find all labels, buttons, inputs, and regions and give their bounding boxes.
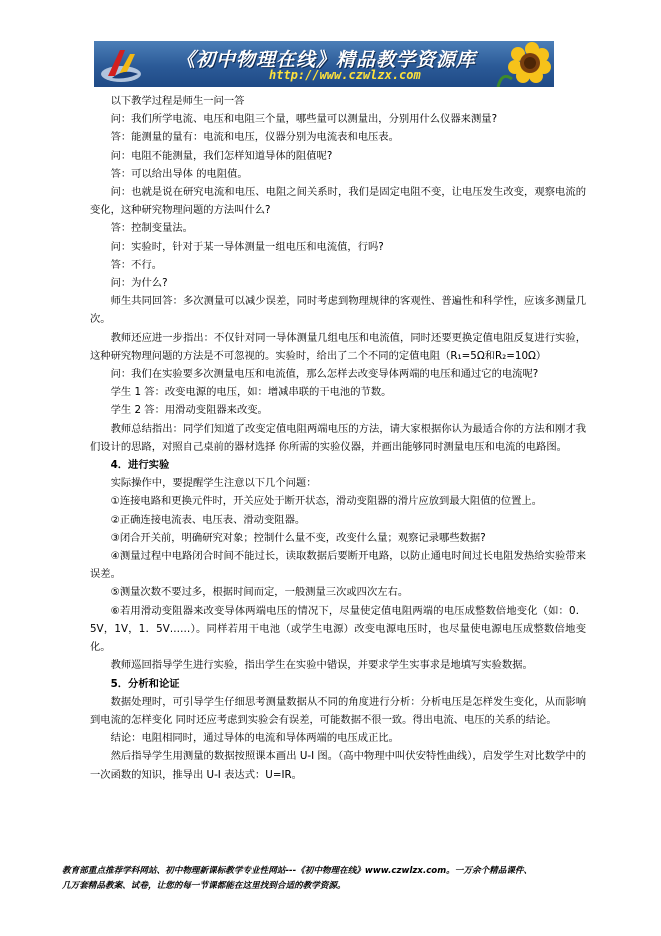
site-logo [98, 44, 144, 84]
sunflower-icon [492, 41, 554, 87]
paragraph: ⑤测量次数不要过多，根据时间而定，一般测量三次或四次左右。 [110, 586, 409, 599]
paragraph: 答：控制变量法。 [110, 222, 193, 235]
paragraph: 问：我们在实验要多次测量电压和电流值，那么怎样去改变导体两端的电压和通过它的电流呢? [110, 368, 539, 381]
paragraph: 结论：电阻相同时，通过导体的电流和导体两端的电压成正比。 [110, 732, 399, 745]
paragraph: 然后指导学生用测量的数据按照课本画出 U-I 图。（高中物理中叫伏安特性曲线），启发学生对比数学中的一次函数的知识，推导出 U-I 表达式：U=IR。 [90, 750, 586, 781]
footer-line: 几万套精品教案、试卷，让您的每一节课都能在这里找到合适的教学资源。 [62, 881, 346, 891]
banner-title: 《初中物理在线》精品教学资源库 [176, 49, 477, 71]
paragraph: 问：为什么? [110, 277, 168, 290]
section-heading: 5．分析和论证 [110, 677, 180, 690]
paragraph: 以下教学过程是师生一问一答 [110, 95, 245, 107]
page-footer [62, 864, 602, 894]
paragraph: 师生共同回答：多次测量可以减少误差，同时考虑到物理规律的客观性、普遍性和科学性，应该多测量几次。 [90, 295, 586, 326]
paragraph: 教师总结指出：同学们知道了改变定值电阻两端电压的方法，请大家根据你认为最适合你的方法和刚才我们设计的思路，对照自己桌前的器材选择 你所需的实验仪器，并画出能够同时测量电压和电流的电路图。 [90, 422, 586, 453]
paragraph: 答：不行。 [110, 258, 163, 271]
paragraph: ③闭合开关前，明确研究对象；控制什么量不变，改变什么量；观察记录哪些数据? [110, 531, 486, 544]
paragraph: 问：也就是说在研究电流和电压、电阻之间关系时，我们是固定电阻不变，让电压发生改变，观察电流的变化，这种研究物理问题的方法叫什么? [90, 186, 586, 217]
header-banner [94, 41, 554, 87]
paragraph: 教师还应进一步指出：不仅针对同一导体测量几组电压和电流值，同时还要更换定值电阻反复进行实验，这种研究物理问题的方法是不可忽视的。实验时，给出了二个不同的定值电阻（R₁=5Ω和R₂=10Ω） [90, 331, 586, 362]
document-body [90, 92, 586, 784]
paragraph: 答：可以给出导体 的电阻值。 [110, 167, 248, 180]
paragraph: 问：我们所学电流、电压和电阻三个量，哪些量可以测量出，分别用什么仪器来测量? [110, 113, 498, 126]
paragraph: ①连接电路和更换元件时，开关应处于断开状态，滑动变阻器的滑片应放到最大阻值的位置上。 [110, 495, 542, 508]
paragraph: 问：实验时，针对于某一导体测量一组电压和电流值，行吗? [110, 240, 384, 253]
paragraph: ⑥若用滑动变阻器来改变导体两端电压的情况下，尽量使定值电阻两端的电压成整数倍地变化（如：0．5V，1V，1．5V……）。同样若用干电池（或学生电源）改变电源电压时，也尽量使电源电压成整数倍地变化。 [90, 604, 586, 654]
paragraph: 数据处理时，可引导学生仔细思考测量数据从不同的角度进行分析：分析电压是怎样发生变化，从而影响到电流的怎样变化 同时还应考虑到实验会有误差，可能数据不很一致。得出电流、电压的关系的结论。 [90, 695, 586, 726]
paragraph: ④测量过程中电路闭合时间不能过长，读取数据后要断开电路，以防止通电时间过长电阻发热给实验带来误差。 [90, 550, 586, 581]
paragraph: ②正确连接电流表、电压表、滑动变阻器。 [110, 513, 306, 526]
section-heading: 4．进行实验 [110, 459, 170, 472]
paragraph: 答：能测量的量有：电流和电压，仪器分别为电流表和电压表。 [110, 131, 399, 144]
paragraph: 学生 2 答：用滑动变阻器来改变。 [110, 404, 268, 417]
paragraph: 实际操作中，要提醒学生注意以下几个问题： [110, 477, 317, 490]
paragraph: 教师巡回指导学生进行实验，指出学生在实验中错误，并要求学生实事求是地填写实验数据。 [110, 659, 533, 672]
banner-url: http://www.czwlzx.com [269, 68, 421, 82]
paragraph: 问：电阻不能测量，我们怎样知道导体的阻值呢? [110, 149, 333, 162]
paragraph: 学生 1 答：改变电源的电压，如：增减串联的干电池的节数。 [110, 386, 392, 399]
footer-line: 教育部重点推荐学科网站、初中物理新课标教学专业性网站---《初中物理在线》www.czwlzx.com。一万余个精品课件、 [62, 866, 533, 876]
